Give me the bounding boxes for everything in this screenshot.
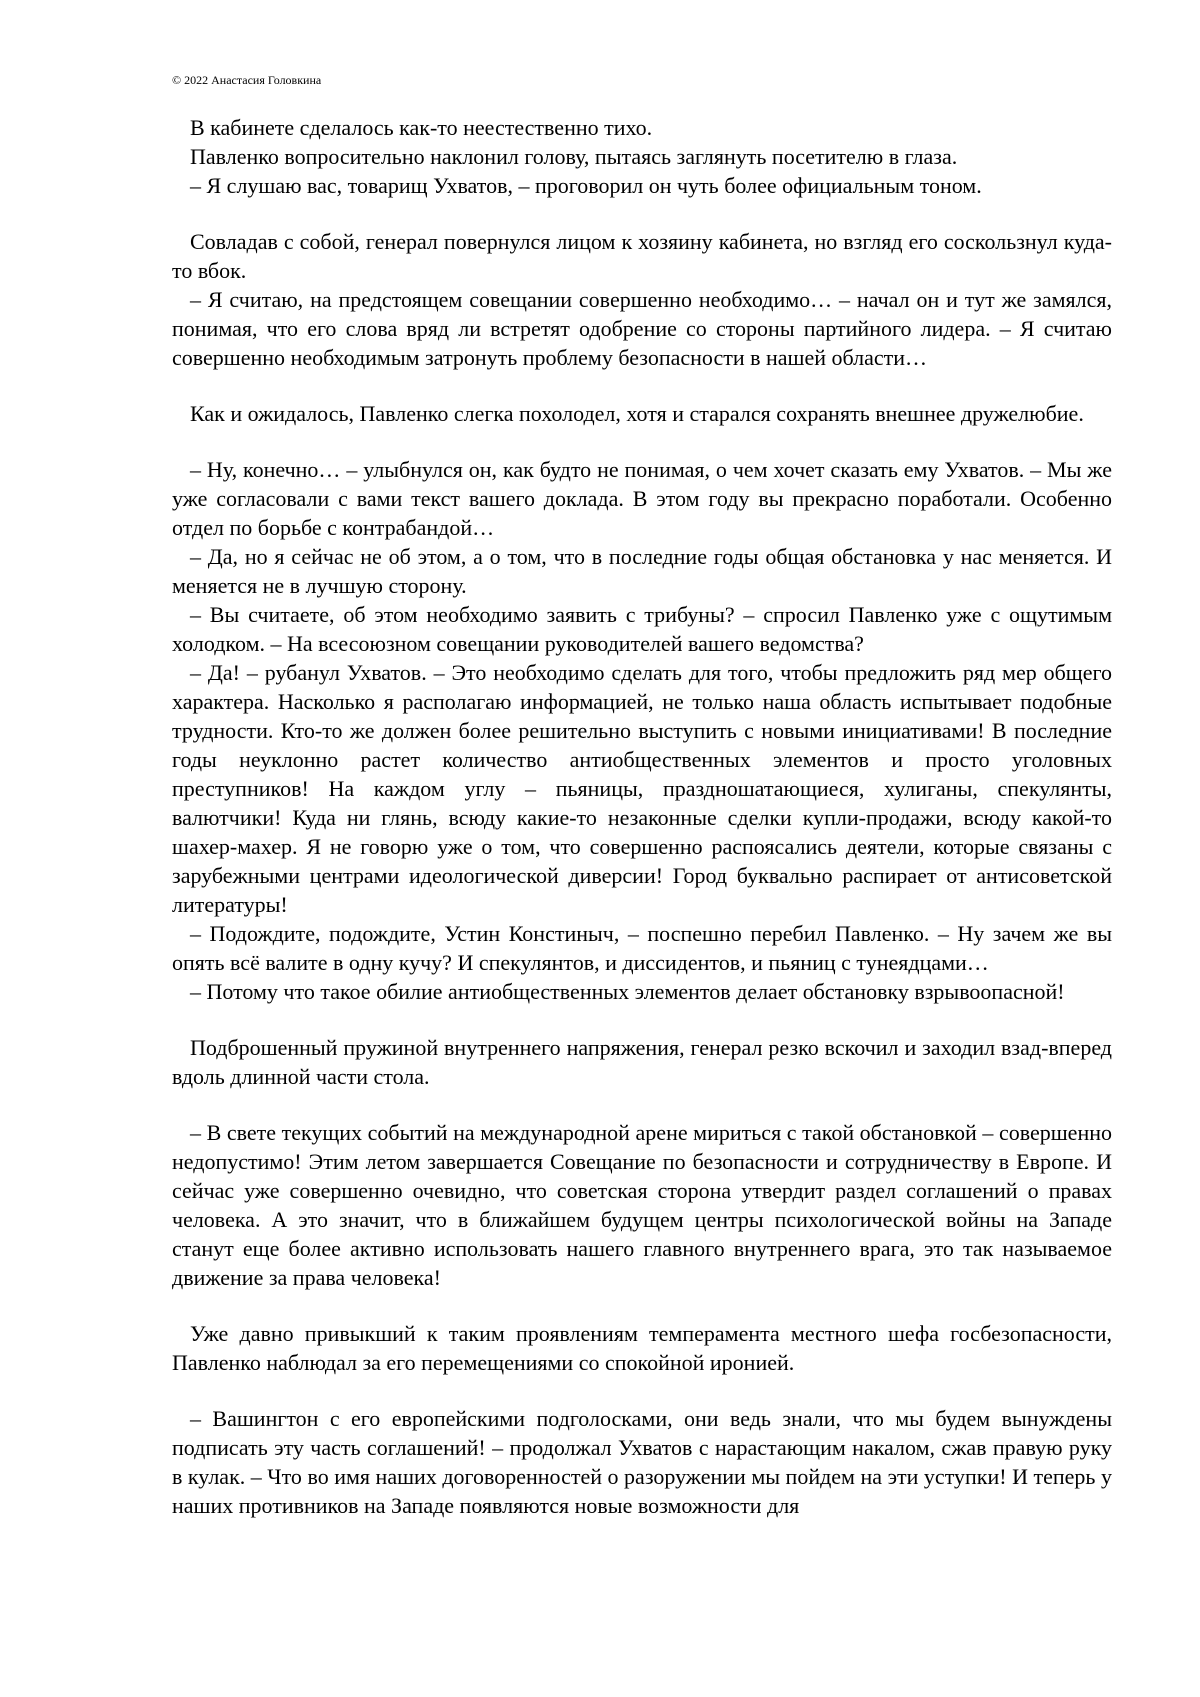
paragraph: Павленко вопросительно наклонил голову, пытаясь заглянуть посетителю в глаза. xyxy=(190,144,958,169)
paragraph: В кабинете сделалось как-то неестественно тихо. xyxy=(190,115,653,140)
paragraph: Подброшенный пружиной внутреннего напряжения, генерал резко вскочил и заходил взад-вперед вдоль длинной части стола. xyxy=(172,1035,1112,1089)
paragraph: – Подождите, подождите, Устин Констиныч, – поспешно перебил Павленко. – Ну зачем же вы опять всё валите в одну кучу? И спекулянтов, и диссидентов, и пьяниц с тунеядцами… xyxy=(172,921,1112,975)
paragraph: Как и ожидалось, Павленко слегка похолодел, хотя и старался сохранять внешнее дружелюбие. xyxy=(190,401,1084,426)
document-body xyxy=(172,113,1112,1520)
paragraph: Уже давно привыкший к таким проявлениям темперамента местного шефа госбезопасности, Павленко наблюдал за его перемещениями со спокойной иронией. xyxy=(172,1321,1112,1375)
paragraph: – Да, но я сейчас не об этом, а о том, что в последние годы общая обстановка у нас меняется. И меняется не в лучшую сторону. xyxy=(172,544,1112,598)
copyright-notice: © 2022 Анастасия Головкина xyxy=(172,73,322,87)
paragraph: – В свете текущих событий на международной арене мириться с такой обстановкой – совершенно недопустимо! Этим летом завершается Совещание по безопасности и сотрудничеству в Европе. И сейчас уже совершенно очевидно, что советская сторона утвердит раздел соглашений о правах человека. А это значит, что в ближайшем будущем центры психологической войны на Западе станут еще более активно использовать нашего главного внутреннего врага, это так называемое движение за права человека! xyxy=(172,1120,1112,1290)
paragraph: – Я слушаю вас, товарищ Ухватов, – проговорил он чуть более официальным тоном. xyxy=(190,173,982,198)
paragraph: – Потому что такое обилие антиобщественных элементов делает обстановку взрывоопасной! xyxy=(190,979,1065,1004)
paragraph: – Да! – рубанул Ухватов. – Это необходимо сделать для того, чтобы предложить ряд мер общего характера. Насколько я располагаю информацией, не только наша область испытывает подобные трудности. Кто-то же должен более решительно выступить с новыми инициативами! В последние годы неуклонно растет количество антиобщественных элементов и просто уголовных преступников! На каждом углу – пьяницы, праздношатающиеся, хулиганы, спекулянты, валютчики! Куда ни глянь, всюду какие-то незаконные сделки купли-продажи, всюду какой-то шахер-махер. Я не говорю уже о том, что совершенно распоясались деятели, которые связаны с зарубежными центрами идеологической диверсии! Город буквально распирает от антисоветской литературы! xyxy=(172,660,1112,917)
paragraph: – Вашингтон с его европейскими подголосками, они ведь знали, что мы будем вынуждены подписать эту часть соглашений! – продолжал Ухватов с нарастающим накалом, сжав правую руку в кулак. – Что во имя наших договоренностей о разоружении мы пойдем на эти уступки! И теперь у наших противников на Западе появляются новые возможности для xyxy=(172,1406,1112,1518)
paragraph: – Вы считаете, об этом необходимо заявить с трибуны? – спросил Павленко уже с ощутимым холодком. – На всесоюзном совещании руководителей вашего ведомства? xyxy=(172,602,1112,656)
paragraph: – Я считаю, на предстоящем совещании совершенно необходимо… – начал он и тут же замялся, понимая, что его слова вряд ли встретят одобрение со стороны партийного лидера. – Я считаю совершенно необходимым затронуть проблему безопасности в нашей области… xyxy=(172,287,1112,370)
paragraph: – Ну, конечно… – улыбнулся он, как будто не понимая, о чем хочет сказать ему Ухватов. – Мы же уже согласовали с вами текст вашего доклада. В этом году вы прекрасно поработали. Особенно отдел по борьбе с контрабандой… xyxy=(172,457,1112,540)
paragraph: Совладав с собой, генерал повернулся лицом к хозяину кабинета, но взгляд его соскользнул куда-то вбок. xyxy=(172,229,1112,283)
